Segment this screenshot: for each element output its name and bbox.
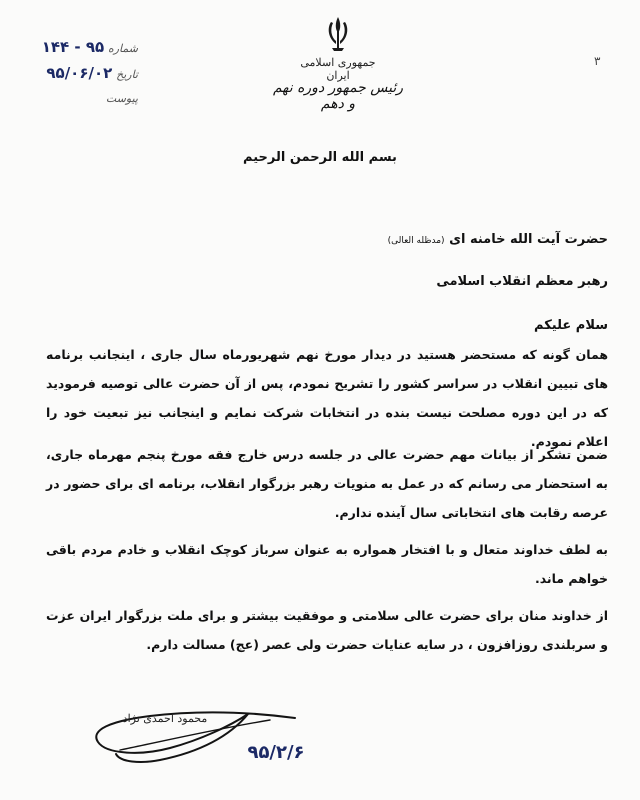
reference-attachment <box>18 92 138 104</box>
reference-date <box>18 66 138 81</box>
salutation-note: (مدظله العالی) <box>387 236 445 246</box>
reference-attachment-label: پیوست <box>105 92 138 105</box>
paragraph: ضمن تشکر از بیانات مهم حضرت عالی در جلسه درس خارج فقه مورخ پنجم مهرماه جاری، به استحضار می رسانم که در عمل به منویات رهبر بزرگوار انقلاب، برنامه ای برای حضور در عرصه رقابت های انتخاباتی سال آینده ندارم. <box>46 447 608 520</box>
iran-emblem-icon <box>322 14 354 54</box>
page-corner-mark: ۳ <box>594 54 601 68</box>
basmala: بسم الله الرحمن الرحیم <box>243 150 397 165</box>
recipient-title: رهبر معظم انقلاب اسلامی <box>436 274 608 289</box>
signature-date: ۹۵/۲/۶ <box>247 742 305 763</box>
salutation <box>260 232 608 247</box>
paragraph: از خداوند منان برای حضرت عالی سلامتی و موفقیت بیشتر و برای ملت بزرگوار ایران عزت و سربلندی روزافزون ، در سایه عنایات حضرت ولی عصر (عج) مسالت دارم. <box>46 608 608 652</box>
paragraph: همان گونه که مستحضر هستید در دیدار مورخ نهم شهریورماه سال جاری ، اینجانب برنامه های تبیین انقلاب در سراسر کشور را تشریح نمودم، پس از آن حضرت عالی توصیه فرمودید که در این دوره مصلحت نیست بنده در انتخابات شرکت نمایم و اینجانب نیز تبعیت خود را اعلام نمودم. <box>46 347 608 449</box>
letterhead-title: رئیس جمهور دوره نهم و دهم <box>272 80 404 112</box>
reference-date-value: ۹۵/۰۶/۰۲ <box>46 64 113 82</box>
reference-number <box>18 40 138 55</box>
signatory-name: محمود احمدی نژاد <box>122 712 208 725</box>
paragraph: به لطف خداوند متعال و با افتخار همواره به عنوان سرباز کوچک انقلاب و خادم مردم باقی خواهم ماند. <box>46 542 608 586</box>
reference-date-label: تاریخ <box>116 68 138 81</box>
salutation-name: حضرت آیت الله خامنه ای <box>449 232 608 247</box>
greeting: سلام علیکم <box>534 318 608 333</box>
reference-number-value: ۹۵ - ۱۴۴ <box>41 38 105 56</box>
letterhead-country: جمهوری اسلامی ایران <box>300 56 376 82</box>
reference-number-label: شماره <box>107 42 138 55</box>
